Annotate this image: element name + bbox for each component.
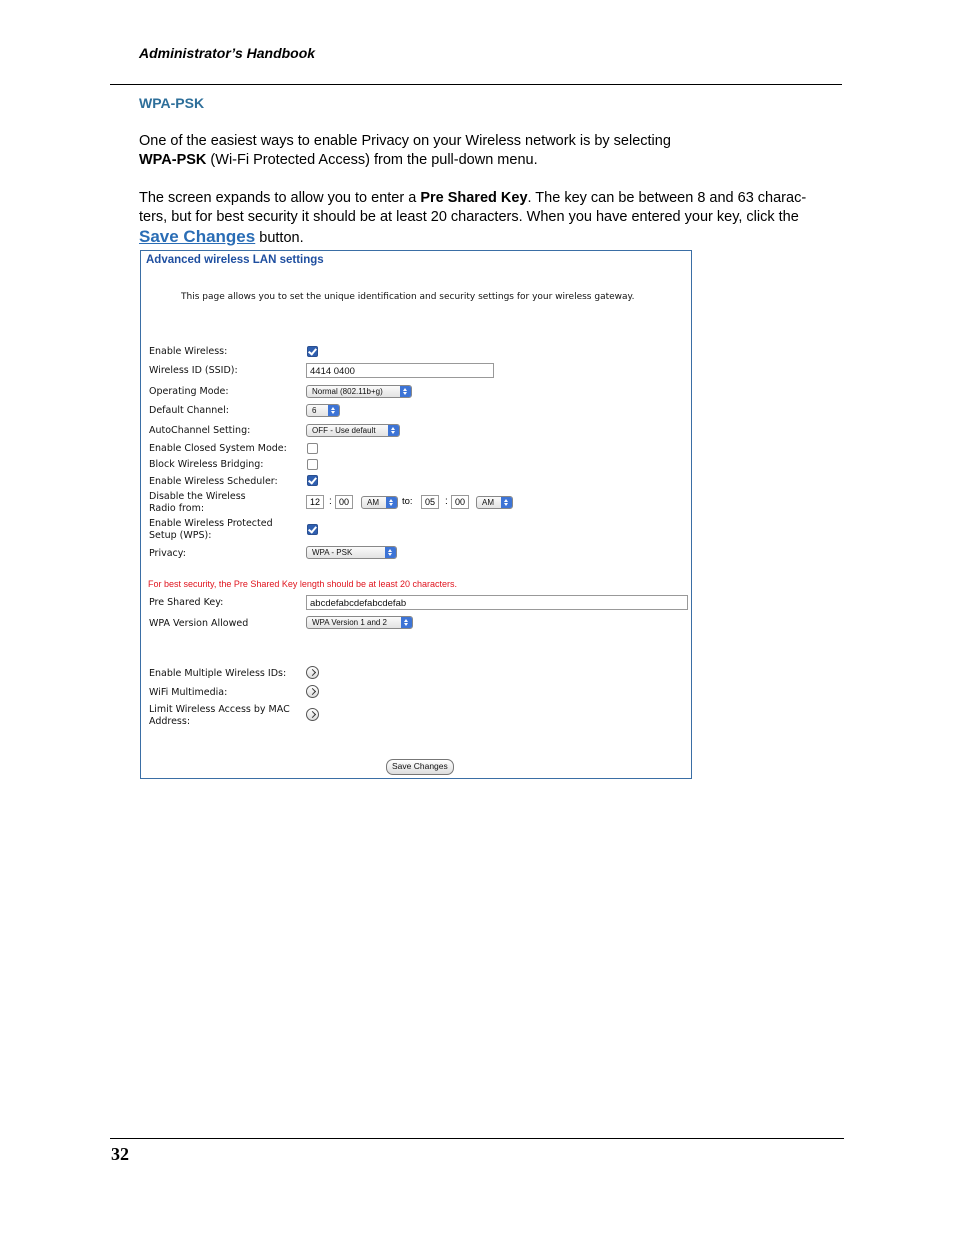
to-label: to: — [402, 496, 413, 507]
operating-mode-select[interactable] — [306, 385, 412, 398]
expand-mac-access-icon[interactable] — [306, 708, 319, 721]
para2-b: Pre Shared Key — [420, 190, 528, 206]
para1-rest: (Wi-Fi Protected Access) from the pull-down menu. — [206, 152, 538, 168]
label-enable-wireless: Enable Wireless: — [149, 346, 228, 357]
label-mac-access: Limit Wireless Access by MAC Address: — [149, 704, 290, 727]
page-number: 32 — [111, 1144, 129, 1164]
closed-system-checkbox[interactable] — [307, 443, 318, 454]
select-arrow-icon — [501, 497, 512, 508]
label-wps: Enable Wireless Protected Setup (WPS): — [149, 518, 273, 541]
wps-checkbox[interactable] — [307, 524, 318, 535]
settings-screenshot — [140, 250, 692, 779]
to-minute-input[interactable]: 00 — [451, 495, 469, 509]
label-privacy: Privacy: — [149, 548, 186, 559]
label-operating-mode: Operating Mode: — [149, 386, 229, 397]
operating-mode-value: Normal (802.11b+g) — [312, 387, 383, 396]
privacy-value: WPA - PSK — [312, 548, 353, 557]
label-default-channel: Default Channel: — [149, 405, 229, 416]
save-changes-link[interactable]: Save Changes — [139, 227, 256, 246]
to-ampm-value: AM — [482, 498, 494, 507]
select-arrow-icon — [401, 617, 412, 628]
running-header: Administrator’s Handbook — [139, 45, 316, 61]
select-arrow-icon — [400, 386, 411, 397]
label-multimedia: WiFi Multimedia: — [149, 687, 228, 698]
privacy-select[interactable] — [306, 546, 397, 559]
para2-end: button. — [255, 230, 304, 246]
autochannel-value: OFF - Use default — [312, 426, 376, 435]
from-ampm-select[interactable] — [361, 496, 398, 509]
footer-rule — [110, 1138, 844, 1139]
para1-bold: WPA-PSK — [139, 152, 207, 168]
para2-line2: ters, but for best security it should be at least 20 characters. When you have entered your key, click the — [139, 209, 799, 225]
autochannel-select[interactable] — [306, 424, 400, 437]
paragraph-1 — [139, 132, 844, 170]
select-arrow-icon — [386, 497, 397, 508]
select-arrow-icon — [328, 405, 339, 416]
enable-wireless-checkbox[interactable] — [307, 346, 318, 357]
time-colon: : — [329, 496, 332, 507]
default-channel-value: 6 — [312, 406, 317, 415]
label-closed-system: Enable Closed System Mode: — [149, 443, 287, 454]
para1-line1: One of the easiest ways to enable Privacy on your Wireless network is by selecting — [139, 133, 671, 149]
from-hour-input[interactable]: 12 — [306, 495, 324, 509]
scheduler-checkbox[interactable] — [307, 475, 318, 486]
paragraph-2 — [139, 189, 844, 248]
header-rule — [110, 84, 842, 85]
from-minute-input[interactable]: 00 — [335, 495, 353, 509]
select-arrow-icon — [385, 547, 396, 558]
label-multiple-ids: Enable Multiple Wireless IDs: — [149, 668, 287, 679]
label-disable-radio: Disable the Wireless Radio from: — [149, 491, 246, 514]
label-pre-shared-key: Pre Shared Key: — [149, 597, 224, 608]
label-wpa-version: WPA Version Allowed — [149, 618, 249, 629]
label-block-bridging: Block Wireless Bridging: — [149, 459, 264, 470]
save-changes-button[interactable]: Save Changes — [386, 759, 454, 775]
block-bridging-checkbox[interactable] — [307, 459, 318, 470]
para2-c: . The key can be between 8 and 63 charac- — [527, 190, 807, 206]
time-colon: : — [445, 496, 448, 507]
psk-warning: For best security, the Pre Shared Key length should be at least 20 characters. — [148, 579, 458, 589]
expand-multiple-ids-icon[interactable] — [306, 666, 319, 679]
wpa-version-select[interactable] — [306, 616, 413, 629]
to-ampm-select[interactable] — [476, 496, 513, 509]
section-title: WPA-PSK — [139, 95, 205, 111]
pre-shared-key-input[interactable]: abcdefabcdefabcdefab — [306, 595, 688, 610]
from-ampm-value: AM — [367, 498, 379, 507]
to-hour-input[interactable]: 05 — [421, 495, 439, 509]
select-arrow-icon — [388, 425, 399, 436]
expand-multimedia-icon[interactable] — [306, 685, 319, 698]
label-scheduler: Enable Wireless Scheduler: — [149, 476, 278, 487]
screenshot-description: This page allows you to set the unique identification and security settings for your wireless gateway. — [181, 292, 635, 302]
screenshot-title: Advanced wireless LAN settings — [146, 254, 324, 266]
label-ssid: Wireless ID (SSID): — [149, 365, 238, 376]
label-autochannel: AutoChannel Setting: — [149, 425, 251, 436]
default-channel-select[interactable] — [306, 404, 340, 417]
wpa-version-value: WPA Version 1 and 2 — [312, 618, 388, 627]
ssid-input[interactable]: 4414 0400 — [306, 363, 494, 378]
para2-a: The screen expands to allow you to enter a — [139, 190, 421, 206]
